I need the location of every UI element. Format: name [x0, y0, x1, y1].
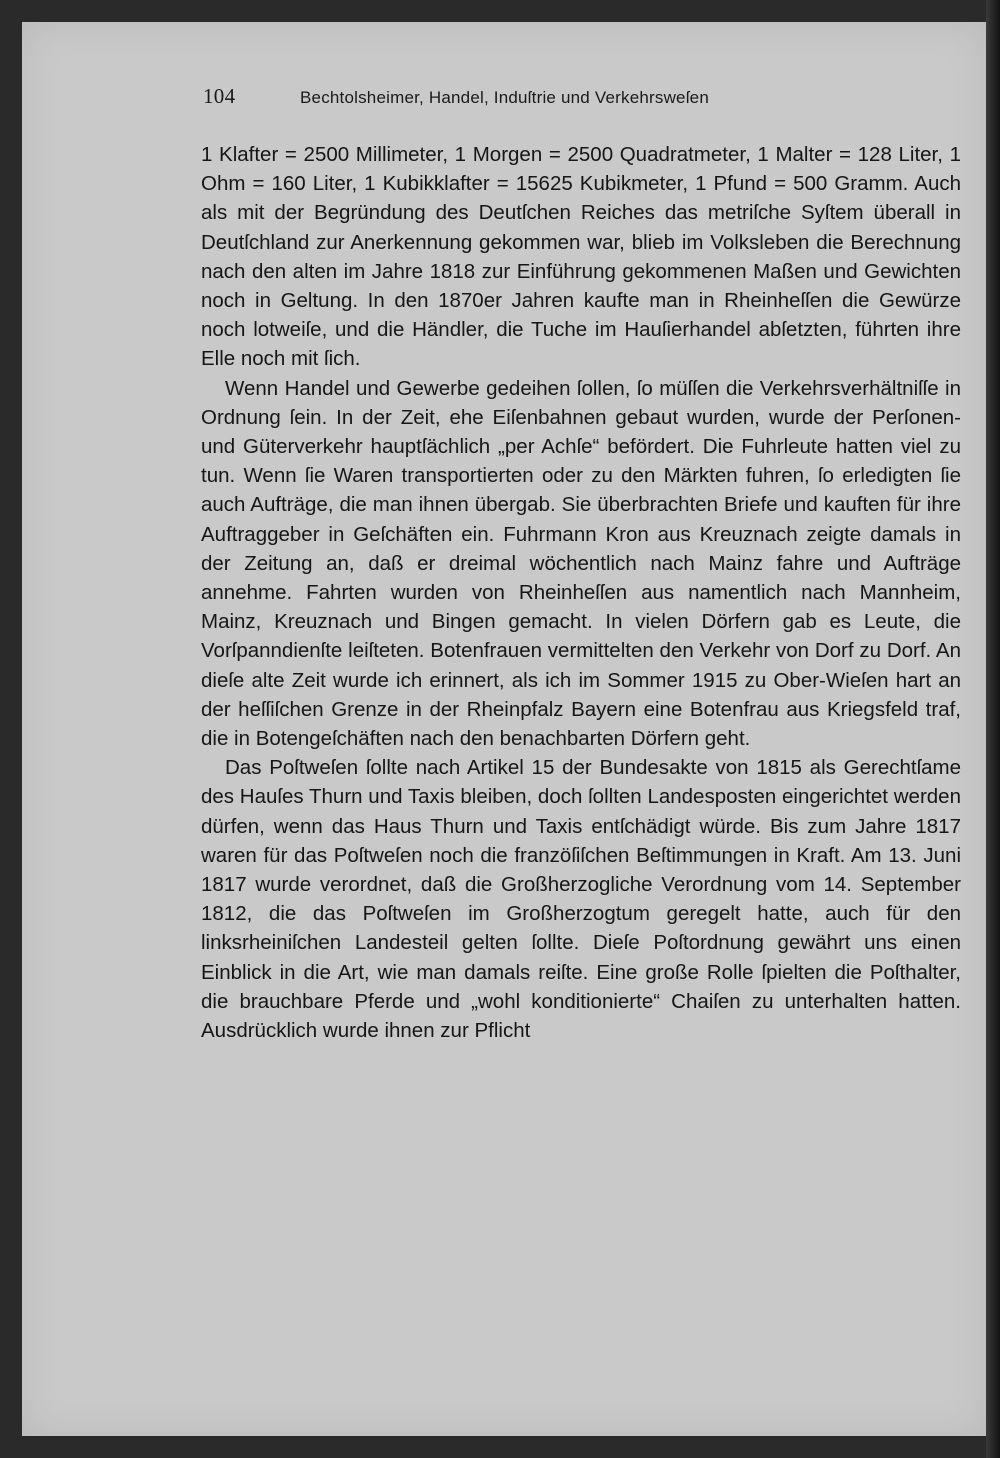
paragraph-3: Das Poſtweſen ſollte nach Artikel 15 der Bundesakte von 1815 als Gerechtſame des Hauſes Thurn und Taxis bleiben, doch ſollten Landesposten eingerichtet werden dürfen, wenn das Haus Thurn und Taxis entſchädigt würde. Bis zum Jahre 1817 waren für das Poſtweſen noch die franzöſiſchen Beſtimmungen in Kraft. Am 13. Juni 1817 wurde verordnet, daß die Großherzogliche Verordnung vom 14. September 1812, die das Poſtweſen im Großherzogtum geregelt hatte, auch für den linksrheiniſchen Landesteil gelten ſollte. Dieſe Poſtordnung gewährt uns einen Einblick in die Art, wie man damals reiſte. Eine große Rolle ſpielten die Poſthalter, die brauchbare Pferde und „wohl konditionierte“ Chaiſen zu unterhalten hatten. Ausdrücklich wurde ihnen zur Pflicht [201, 756, 961, 1043]
page-number: 104 [203, 84, 236, 108]
body-text [201, 140, 961, 1045]
paragraph-1: 1 Klafter = 2500 Millimeter, 1 Morgen = 2500 Quadratmeter, 1 Malter = 128 Liter, 1 Ohm = 160 Liter, 1 Kubikklafter = 15625 Kubikmeter, 1 Pfund = 500 Gramm. Auch als mit der Begründung des Deutſchen Reiches das metriſche Syſtem überall in Deutſchland zur Anerkennung gekommen war, blieb im Volksleben die Berechnung nach den alten im Jahre 1818 zur Einführung gekommenen Maßen und Gewichten noch in Geltung. In den 1870er Jahren kaufte man in Rheinheſſen die Gewürze noch lotweiſe, und die Händler, die Tuche im Hauſierhandel abſetzten, führten ihre Elle noch mit ſich. [201, 143, 961, 371]
running-title: Bechtolsheimer, Handel, Induſtrie und Verkehrsweſen [300, 88, 709, 107]
paragraph-2: Wenn Handel und Gewerbe gedeihen ſollen, ſo müſſen die Verkehrsverhältniſſe in Ordnung ſein. In der Zeit, ehe Eiſenbahnen gebaut wurden, wurde der Perſonen- und Güterverkehr hauptſächlich „per Achſe“ befördert. Die Fuhrleute hatten viel zu tun. Wenn ſie Waren transportierten oder zu den Märkten fuhren, ſo erledigten ſie auch Aufträge, die man ihnen übergab. Sie überbrachten Briefe und kauften für ihre Auftraggeber in Geſchäften ein. Fuhrmann Kron aus Kreuznach zeigte damals in der Zeitung an, daß er dreimal wöchentlich nach Mainz fahre und Aufträge annehme. Fahrten wurden von Rheinheſſen aus namentlich nach Mannheim, Mainz, Kreuznach und Bingen gemacht. In vielen Dörfern gab es Leute, die Vorſpanndienſte leiſteten. Botenfrauen vermittelten den Verkehr von Dorf zu Dorf. An dieſe alte Zeit wurde ich erinnert, als ich im Sommer 1915 zu Ober-Wieſen hart an der heſſiſchen Grenze in der Rheinpfalz Bayern eine Botenfrau aus Kriegsfeld traf, die in Botengeſchäften nach den benachbarten Dörfern geht. [201, 376, 961, 751]
page-header [203, 84, 963, 124]
scan-edge [986, 0, 1000, 1458]
